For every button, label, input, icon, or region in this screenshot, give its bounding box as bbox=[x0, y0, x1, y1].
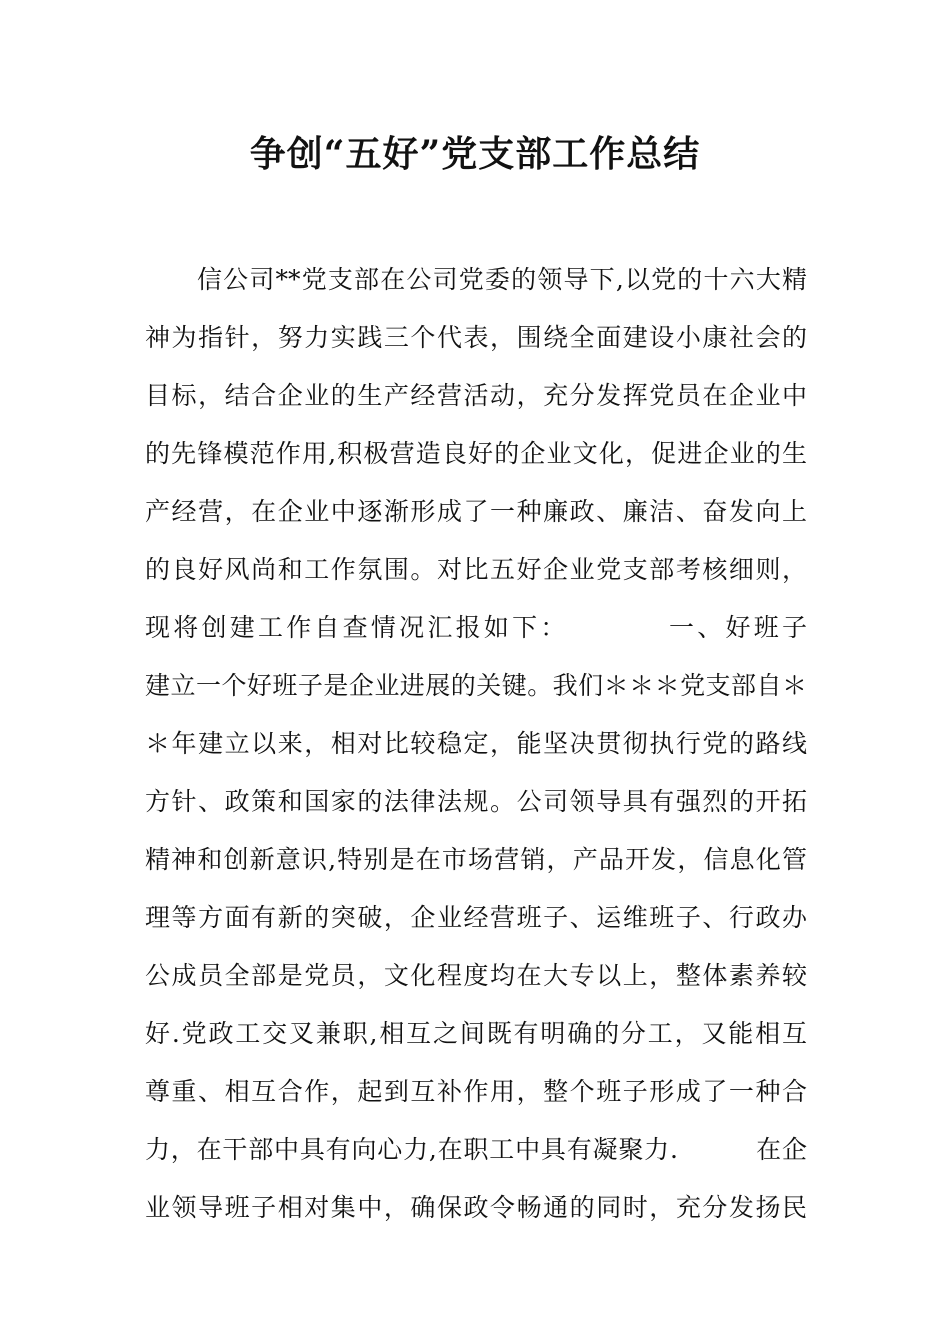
body-line: 现将创建工作自查情况汇报如下： 一、好班子 bbox=[145, 613, 807, 642]
body-line: 公成员全部是党员，文化程度均在大专以上，整体素养较 bbox=[145, 961, 807, 990]
body-line: 业领导班子相对集中，确保政令畅通的同时，充分发扬民 bbox=[145, 1193, 807, 1222]
body-line: 方针、政策和国家的法律法规。公司领导具有强烈的开拓 bbox=[145, 787, 807, 816]
body-line: 的先锋模范作用,积极营造良好的企业文化，促进企业的生 bbox=[145, 439, 807, 468]
body-line: 建立一个好班子是企业进展的关键。我们＊＊＊党支部自＊ bbox=[145, 671, 807, 700]
document-title: 争创“五好”党支部工作总结 bbox=[249, 133, 701, 175]
body-line: 的良好风尚和工作氛围。对比五好企业党支部考核细则， bbox=[145, 555, 807, 584]
body-line: 精神和创新意识,特别是在市场营销，产品开发，信息化管 bbox=[145, 845, 807, 874]
body-line: 尊重、相互合作，起到互补作用，整个班子形成了一种合 bbox=[145, 1077, 807, 1106]
body-line: 神为指针，努力实践三个代表，围绕全面建设小康社会的 bbox=[145, 323, 807, 352]
body-line: 好.党政工交叉兼职,相互之间既有明确的分工，又能相互 bbox=[145, 1019, 807, 1048]
body-line: 目标，结合企业的生产经营活动，充分发挥党员在企业中 bbox=[145, 381, 807, 410]
body-line: ＊年建立以来，相对比较稳定，能坚决贯彻执行党的路线 bbox=[145, 729, 807, 758]
document-body bbox=[145, 262, 807, 1248]
body-line: 理等方面有新的突破，企业经营班子、运维班子、行政办 bbox=[145, 903, 807, 932]
body-line: 力，在干部中具有向心力,在职工中具有凝聚力. 在企 bbox=[145, 1135, 807, 1164]
body-line: 产经营，在企业中逐渐形成了一种廉政、廉洁、奋发向上 bbox=[145, 497, 807, 526]
body-line: 信公司**党支部在公司党委的领导下,以党的十六大精 bbox=[197, 265, 807, 294]
